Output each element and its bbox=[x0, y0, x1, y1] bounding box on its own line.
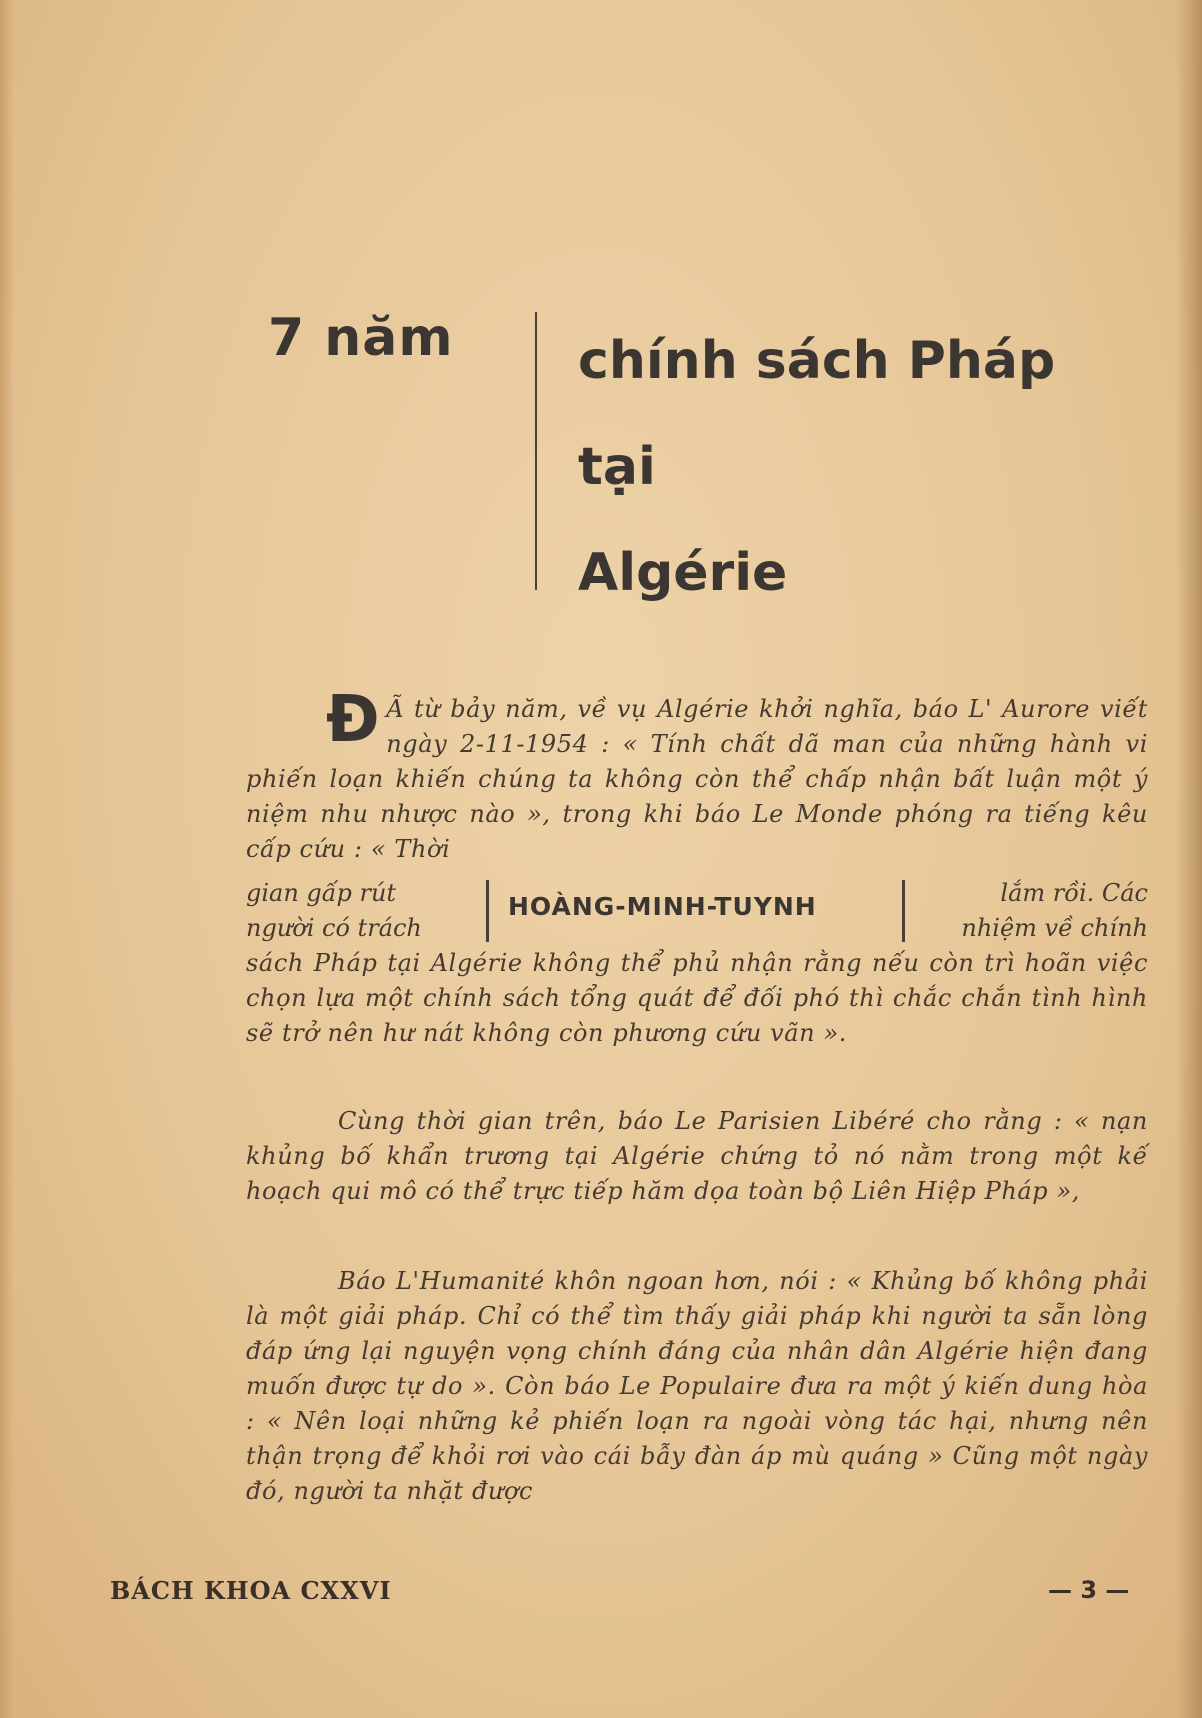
author-name: HOÀNG-MINH-TUYNH bbox=[508, 892, 817, 921]
paragraph-3: Cùng thời gian trên, báo Le Parisien Libéré cho rằng : « nạn khủng bố khẩn trương tại Algérie chứng tỏ nó nằm trong một kế hoạch qui mô có thể trực tiếp hăm dọa toàn bộ Liên Hiệp Pháp », bbox=[246, 1107, 1148, 1205]
byline-row bbox=[246, 876, 1148, 946]
page-number: — 3 — bbox=[1048, 1576, 1130, 1604]
paragraph-1 bbox=[246, 683, 1148, 867]
title-line-1: chính sách Pháp bbox=[578, 331, 1056, 391]
byline-rule-left bbox=[486, 880, 489, 942]
title-line-2: tại bbox=[578, 437, 656, 497]
article-title bbox=[578, 308, 1055, 626]
page-edge-right bbox=[1176, 0, 1202, 1718]
title-line-3: Algérie bbox=[578, 543, 788, 603]
paragraph-4: Báo L'Humanité khôn ngoan hơn, nói : « Khủng bố không phải là một giải pháp. Chỉ có thể tìm thấy giải pháp khi người ta sẵn lòng đáp ứng lại nguyện vọng chính đáng của nhân dân Algérie hiện đang muốn được tự do ». Còn báo Le Populaire đưa ra một ý kiến dung hòa : « Nên loại những kẻ phiến loạn ra ngoài vòng tác hại, nhưng nên thận trọng để khỏi rơi vào cái bẫy đàn áp mù quáng » Cũng một ngày đó, người ta nhặt được bbox=[246, 1267, 1148, 1505]
byline-rule-right bbox=[902, 880, 905, 942]
paragraph-1-text: Ã từ bảy năm, về vụ Algérie khởi nghĩa, báo L' Aurore viết ngày 2-11-1954 : « Tính chất dã man của những hành vi phiến loạn khiến chúng ta không còn thể chấp nhận bất luận một ý niệm nhu nhược nào », trong khi báo Le Monde phóng ra tiếng kêu cấp cứu : « Thời bbox=[246, 695, 1148, 863]
title-divider bbox=[535, 312, 537, 590]
byline-left-text: gian gấp rút người có trách bbox=[246, 879, 422, 942]
drop-cap: Đ bbox=[326, 683, 381, 757]
paragraph-2: sách Pháp tại Algérie không thể phủ nhận rằng nếu còn trì hoãn việc chọn lựa một chính sách tổng quát để đối phó thì chắc chắn tình hình sẽ trở nên hư nát không còn phương cứu vãn ». bbox=[246, 949, 1148, 1047]
magazine-footer: BÁCH KHOA CXXVI bbox=[110, 1576, 392, 1605]
title-number: 7 năm bbox=[268, 308, 454, 368]
page-edge-left bbox=[0, 0, 14, 1718]
byline-right-text: lắm rồi. Các nhiệm về chính bbox=[961, 879, 1148, 942]
